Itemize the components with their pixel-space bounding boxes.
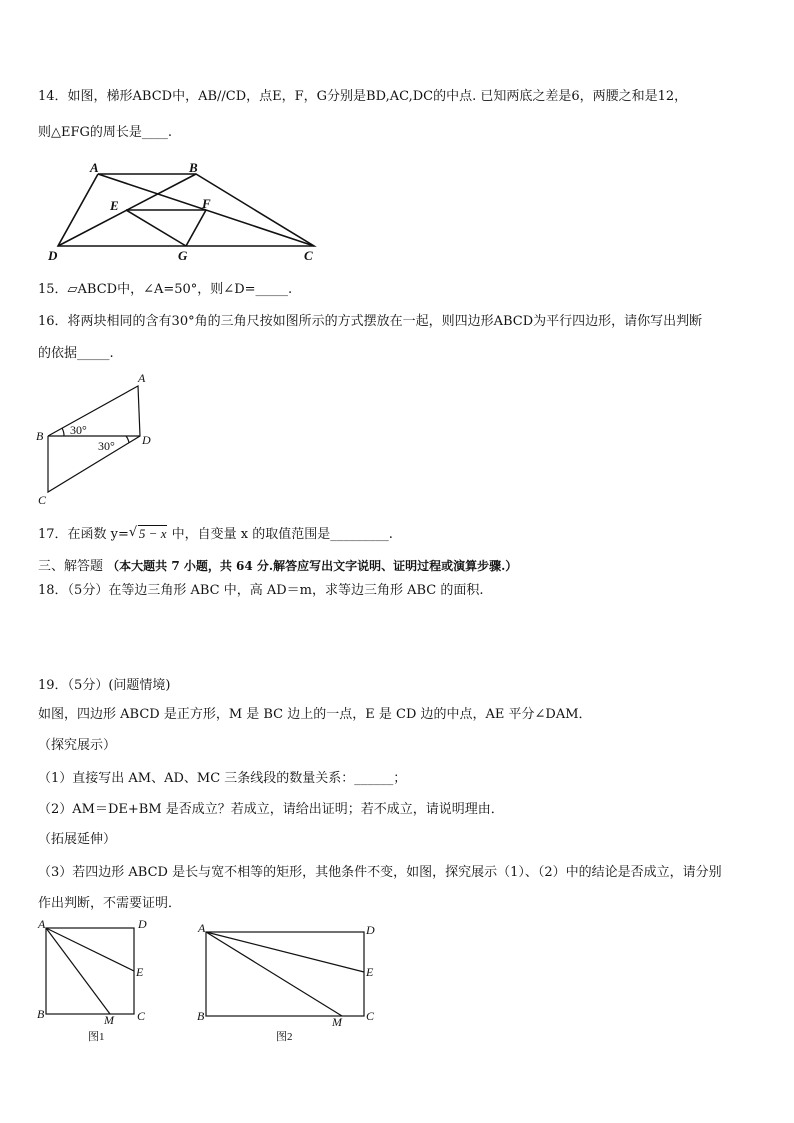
q18-text: 18．（5分）在等边三角形 ABC 中，高 AD＝m，求等边三角形 ABC 的面积.	[38, 583, 484, 598]
q16-angle-2: 30°	[98, 439, 115, 453]
fig1-label-e: E	[136, 965, 144, 979]
q16-line2: 的依据_____.	[38, 346, 114, 361]
q19-line6: （拓展延伸）	[38, 832, 117, 847]
fig1-label-b: B	[37, 1007, 45, 1021]
section3-header	[38, 557, 517, 576]
fig2-caption: 图2	[276, 1031, 293, 1043]
fig1-caption: 图1	[88, 1031, 105, 1043]
q19-line3: （探究展示）	[38, 738, 117, 753]
fig1-label-m: M	[104, 1013, 114, 1027]
q19-figure-2	[194, 920, 394, 1045]
fig1-label-a: A	[38, 917, 46, 931]
q14-label-f: F	[202, 196, 211, 211]
q14-label-c: C	[304, 248, 313, 263]
q14-label-d: D	[48, 248, 58, 263]
q17-radical: √ 5 − x	[128, 525, 167, 541]
fig2-label-c: C	[366, 1009, 375, 1023]
section3-title: 三、解答题	[38, 559, 104, 574]
q19-line5: （2）AM＝DE+BM 是否成立？若成立，请给出证明；若不成立，请说明理由．	[38, 802, 504, 817]
q14-label-e: E	[110, 198, 119, 213]
fig1-label-d: D	[138, 917, 147, 931]
q16-label-b: B	[36, 429, 44, 443]
q16-angle-1: 30°	[70, 423, 87, 437]
fig2-label-a: A	[198, 921, 206, 935]
section3-note: （本大题共 7 小题，共 64 分.解答应写出文字说明、证明过程或演算步骤.）	[107, 559, 518, 573]
q16-line1: 16．将两块相同的含有30°角的三角尺按如图所示的方式摆放在一起，则四边形ABCD为平行四边形，请你写出判断	[38, 314, 703, 329]
q15-text: 15．▱ABCD中，∠A=50°，则∠D=_____.	[38, 282, 293, 297]
fig1-label-c: C	[137, 1009, 146, 1023]
q14-label-a: A	[90, 160, 99, 175]
q19-line7: （3）若四边形 ABCD 是长与宽不相等的矩形，其他条件不变，如图，探究展示（1）、（2）中的结论是否成立，请分别	[38, 865, 722, 880]
q19-line1: 19．（5分）(问题情境)	[38, 678, 171, 693]
q17-prefix: 17．在函数 y=	[38, 527, 129, 542]
q19-line8: 作出判断，不需要证明．	[38, 896, 182, 911]
q19-line4: （1）直接写出 AM、AD、MC 三条线段的数量关系：______；	[38, 771, 407, 786]
q14-line2: 则△EFG的周长是____.	[38, 125, 173, 140]
q16-label-a: A	[138, 371, 146, 385]
q14-trapezoid-figure	[46, 158, 326, 263]
fig2-label-e: E	[366, 965, 374, 979]
fig2-label-m: M	[332, 1015, 342, 1029]
q19-figure-1	[34, 916, 154, 1046]
q17-text	[38, 525, 393, 544]
q14-line1: 14．如图，梯形ABCD中，AB//CD，点E，F，G分别是BD,AC,DC的中点. 已知两底之差是6，两腰之和是12，	[38, 89, 688, 104]
q14-label-b: B	[189, 160, 198, 175]
q16-triangles-figure	[34, 368, 164, 508]
q14-label-g: G	[178, 248, 188, 263]
sqrt-icon: √	[128, 525, 138, 540]
q16-label-d: D	[142, 433, 151, 447]
fig2-label-b: B	[197, 1009, 205, 1023]
fig2-label-d: D	[366, 923, 375, 937]
q17-suffix: 中，自变量 x 的取值范围是_________.	[167, 527, 393, 542]
q16-label-c: C	[38, 493, 47, 507]
q19-line2: 如图，四边形 ABCD 是正方形，M 是 BC 边上的一点，E 是 CD 边的中点，AE 平分∠DAM．	[38, 707, 592, 722]
